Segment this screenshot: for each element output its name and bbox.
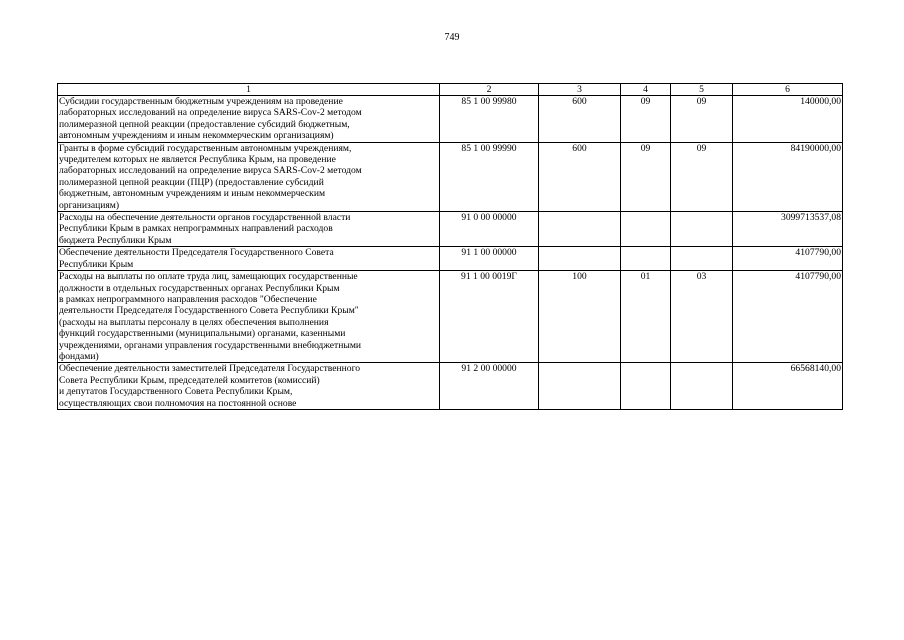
- row-expense-type: 100: [539, 271, 621, 363]
- table-row: [58, 142, 843, 211]
- row-name: Обеспечение деятельности заместителей Председателя Государственного Совета Республики Крым, председателей комитетов (комиссий) и депутатов Государственного Совета Республики Крым, осуществляющих свои полномочия на постоянной основе: [58, 363, 440, 410]
- header-col-1: 1: [58, 84, 440, 96]
- table-header-row: [58, 84, 843, 96]
- table-row: [58, 363, 843, 410]
- row-amount: 3099713537,08: [733, 212, 843, 247]
- row-name: Гранты в форме субсидий государственным автономным учреждениям, учредителем которых не является Республика Крым, на проведение лабораторных исследований на определение вируса SARS-Cov-2 методом полимеразной цепной реакции (ПЦР) (предоставление субсидий бюджетным, автономным учреждениям и иным некоммерческим организациям): [58, 142, 440, 211]
- row-section: 09: [621, 142, 671, 211]
- row-amount: 140000,00: [733, 96, 843, 143]
- row-section: [621, 363, 671, 410]
- header-col-5: 5: [671, 84, 733, 96]
- table-row: [58, 247, 843, 271]
- budget-table: [57, 83, 843, 410]
- row-subsection: [671, 363, 733, 410]
- row-amount: 66568140,00: [733, 363, 843, 410]
- row-name: Субсидии государственным бюджетным учреждениям на проведение лабораторных исследований на определение вируса SARS-Cov-2 методом полимеразной цепной реакции (предоставление субсидий бюджетным, автономным учреждениям и иным некоммерческим организациям): [58, 96, 440, 143]
- table-row: [58, 271, 843, 363]
- row-name: Расходы на обеспечение деятельности органов государственной власти Республики Крым в рамках непрограммных направлений расходов бюджета Республики Крым: [58, 212, 440, 247]
- row-name: Расходы на выплаты по оплате труда лиц, замещающих государственные должности в отдельных государственных органах Республики Крым в рамках непрограммного направления расходов "Обеспечение деятельности Председателя Государственного Совета Республики Крым" (расходы на выплаты персоналу в целях обеспечения выполнения функций государственными (муниципальными) органами, казенными учреждениями, органами управления государственными внебюджетными фондами): [58, 271, 440, 363]
- row-name: Обеспечение деятельности Председателя Государственного Совета Республики Крым: [58, 247, 440, 271]
- row-expense-type: [539, 363, 621, 410]
- row-section: 01: [621, 271, 671, 363]
- row-target-code: 91 2 00 00000: [440, 363, 539, 410]
- row-target-code: 85 1 00 99980: [440, 96, 539, 143]
- row-subsection: 09: [671, 96, 733, 143]
- row-expense-type: [539, 247, 621, 271]
- row-expense-type: 600: [539, 142, 621, 211]
- row-target-code: 91 1 00 00000: [440, 247, 539, 271]
- row-amount: 4107790,00: [733, 247, 843, 271]
- row-subsection: 03: [671, 271, 733, 363]
- row-expense-type: 600: [539, 96, 621, 143]
- header-col-2: 2: [440, 84, 539, 96]
- row-section: [621, 247, 671, 271]
- page-number: 749: [444, 32, 460, 43]
- row-target-code: 91 0 00 00000: [440, 212, 539, 247]
- row-section: [621, 212, 671, 247]
- header-col-3: 3: [539, 84, 621, 96]
- row-amount: 84190000,00: [733, 142, 843, 211]
- row-amount: 4107790,00: [733, 271, 843, 363]
- row-expense-type: [539, 212, 621, 247]
- row-subsection: [671, 247, 733, 271]
- row-subsection: 09: [671, 142, 733, 211]
- row-subsection: [671, 212, 733, 247]
- row-target-code: 91 1 00 0019Г: [440, 271, 539, 363]
- table-row: [58, 212, 843, 247]
- row-section: 09: [621, 96, 671, 143]
- header-col-4: 4: [621, 84, 671, 96]
- table-row: [58, 96, 843, 143]
- header-col-6: 6: [733, 84, 843, 96]
- row-target-code: 85 1 00 99990: [440, 142, 539, 211]
